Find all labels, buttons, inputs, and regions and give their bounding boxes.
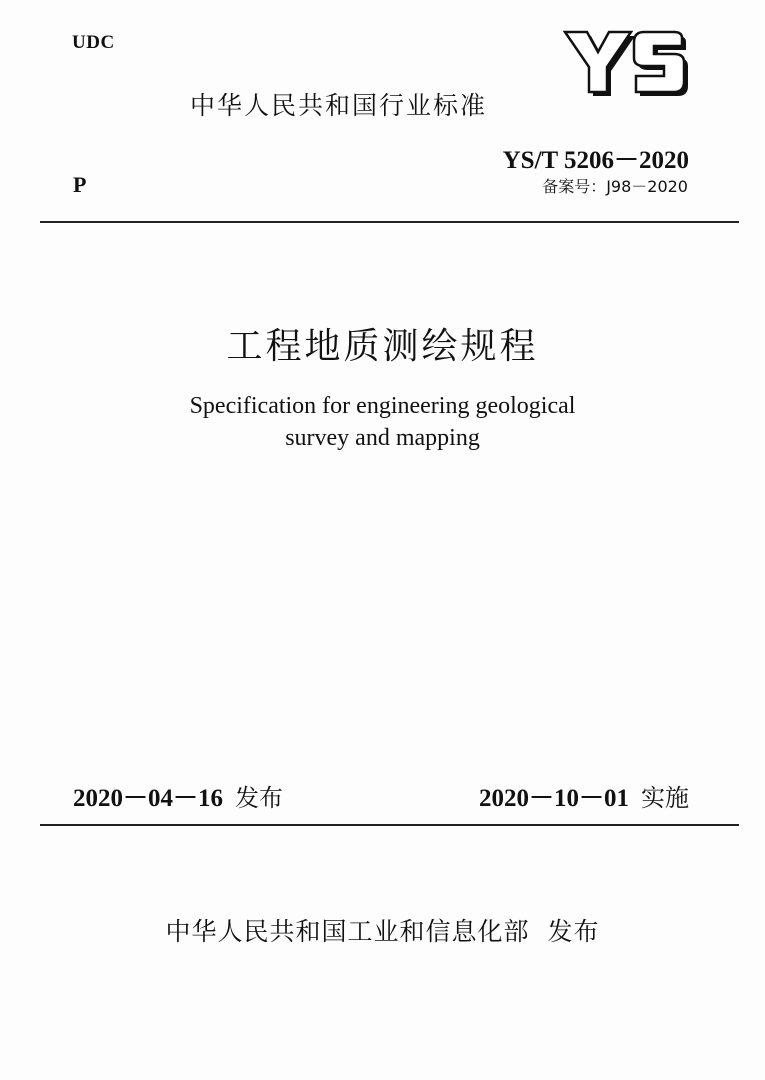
title-chinese: 工程地质测绘规程 [226, 326, 539, 366]
title-english [0, 390, 765, 454]
publisher: 中华人民共和国工业和信息化部 发布 [165, 917, 600, 946]
udc-label: UDC [72, 32, 115, 53]
title-english-line-1: Specification for engineering geological [189, 393, 576, 419]
effective-date: 2020－10－01 [478, 785, 629, 812]
issue-date-block [73, 778, 283, 814]
bottom-divider [40, 824, 739, 826]
top-divider [40, 221, 739, 223]
ys-logo-face [565, 32, 684, 92]
title-english-line-2: survey and mapping [285, 425, 480, 451]
issue-date: 2020－04－16 [73, 785, 224, 812]
industry-standard-heading: 中华人民共和国行业标准 [190, 91, 488, 120]
ys-logo [562, 28, 690, 100]
classification-code: P [73, 172, 87, 197]
standard-number: YS/T 5206－2020 [502, 147, 689, 174]
effective-label: 实施 [641, 784, 689, 812]
issue-label: 发布 [235, 784, 284, 812]
effective-date-block [479, 778, 689, 814]
record-number: 备案号：J98－2020 [542, 177, 688, 196]
